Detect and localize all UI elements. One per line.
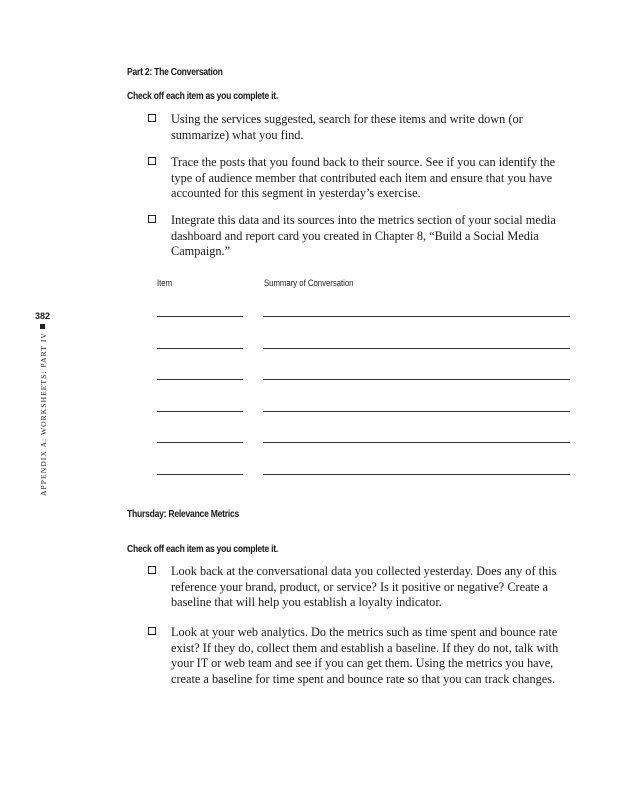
instruction-part2: Check off each item as you complete it. xyxy=(127,91,278,102)
running-head: APPENDIX A: WORKSHEETS: PART IV xyxy=(39,332,48,496)
section-title-thursday: Thursday: Relevance Metrics xyxy=(127,509,240,520)
summary-fill-line[interactable] xyxy=(263,316,570,317)
column-header-summary: Summary of Conversation xyxy=(264,278,354,288)
column-header-item: Item xyxy=(157,278,173,288)
page-number: 382 xyxy=(35,311,51,321)
item-fill-line[interactable] xyxy=(157,379,243,380)
summary-fill-line[interactable] xyxy=(263,379,570,380)
checklist-item[interactable] xyxy=(148,112,578,143)
item-fill-line[interactable] xyxy=(157,348,243,349)
summary-fill-line[interactable] xyxy=(263,411,570,412)
checkbox-icon[interactable] xyxy=(148,157,156,165)
checkbox-icon[interactable] xyxy=(148,627,156,635)
summary-fill-line[interactable] xyxy=(263,474,570,475)
summary-fill-line[interactable] xyxy=(263,442,570,443)
item-fill-line[interactable] xyxy=(157,442,243,443)
checkbox-icon[interactable] xyxy=(148,566,156,574)
checklist-item[interactable] xyxy=(148,625,578,687)
instruction-thursday: Check off each item as you complete it. xyxy=(127,544,278,555)
item-fill-line[interactable] xyxy=(157,316,243,317)
checklist-item[interactable] xyxy=(148,564,578,611)
checklist-item-text: Using the services suggested, search for these items and write down (or summarize) what you find. xyxy=(171,112,523,142)
item-fill-line[interactable] xyxy=(157,474,243,475)
checklist-item[interactable] xyxy=(148,155,578,202)
checklist-item-text: Look back at the conversational data you collected yesterday. Does any of this reference your brand, product, or service? Is it positive or negative? Create a baseline that will help you establish a loyalty indicator. xyxy=(171,564,557,609)
summary-fill-line[interactable] xyxy=(263,348,570,349)
checkbox-icon[interactable] xyxy=(148,215,156,223)
checklist-item-text: Look at your web analytics. Do the metrics such as time spent and bounce rate exist? If they do, collect them and establish a baseline. If they do not, talk with your IT or web team and see if you can get them. Using the metrics you have, create a baseline for time spent and bounce rate so that you can track changes. xyxy=(171,625,559,686)
item-fill-line[interactable] xyxy=(157,411,243,412)
checklist-item-text: Trace the posts that you found back to their source. See if you can identify the type of audience member that contributed each item and ensure that you have accounted for this segment in yesterday’s exercise. xyxy=(171,155,556,200)
section-title-part2: Part 2: The Conversation xyxy=(127,67,223,78)
checklist-item-text: Integrate this data and its sources into the metrics section of your social media dashboard and report card you created in Chapter 8, “Build a Social Media Campaign.” xyxy=(171,213,556,258)
checklist-item[interactable] xyxy=(148,213,578,260)
checkbox-icon[interactable] xyxy=(148,114,156,122)
